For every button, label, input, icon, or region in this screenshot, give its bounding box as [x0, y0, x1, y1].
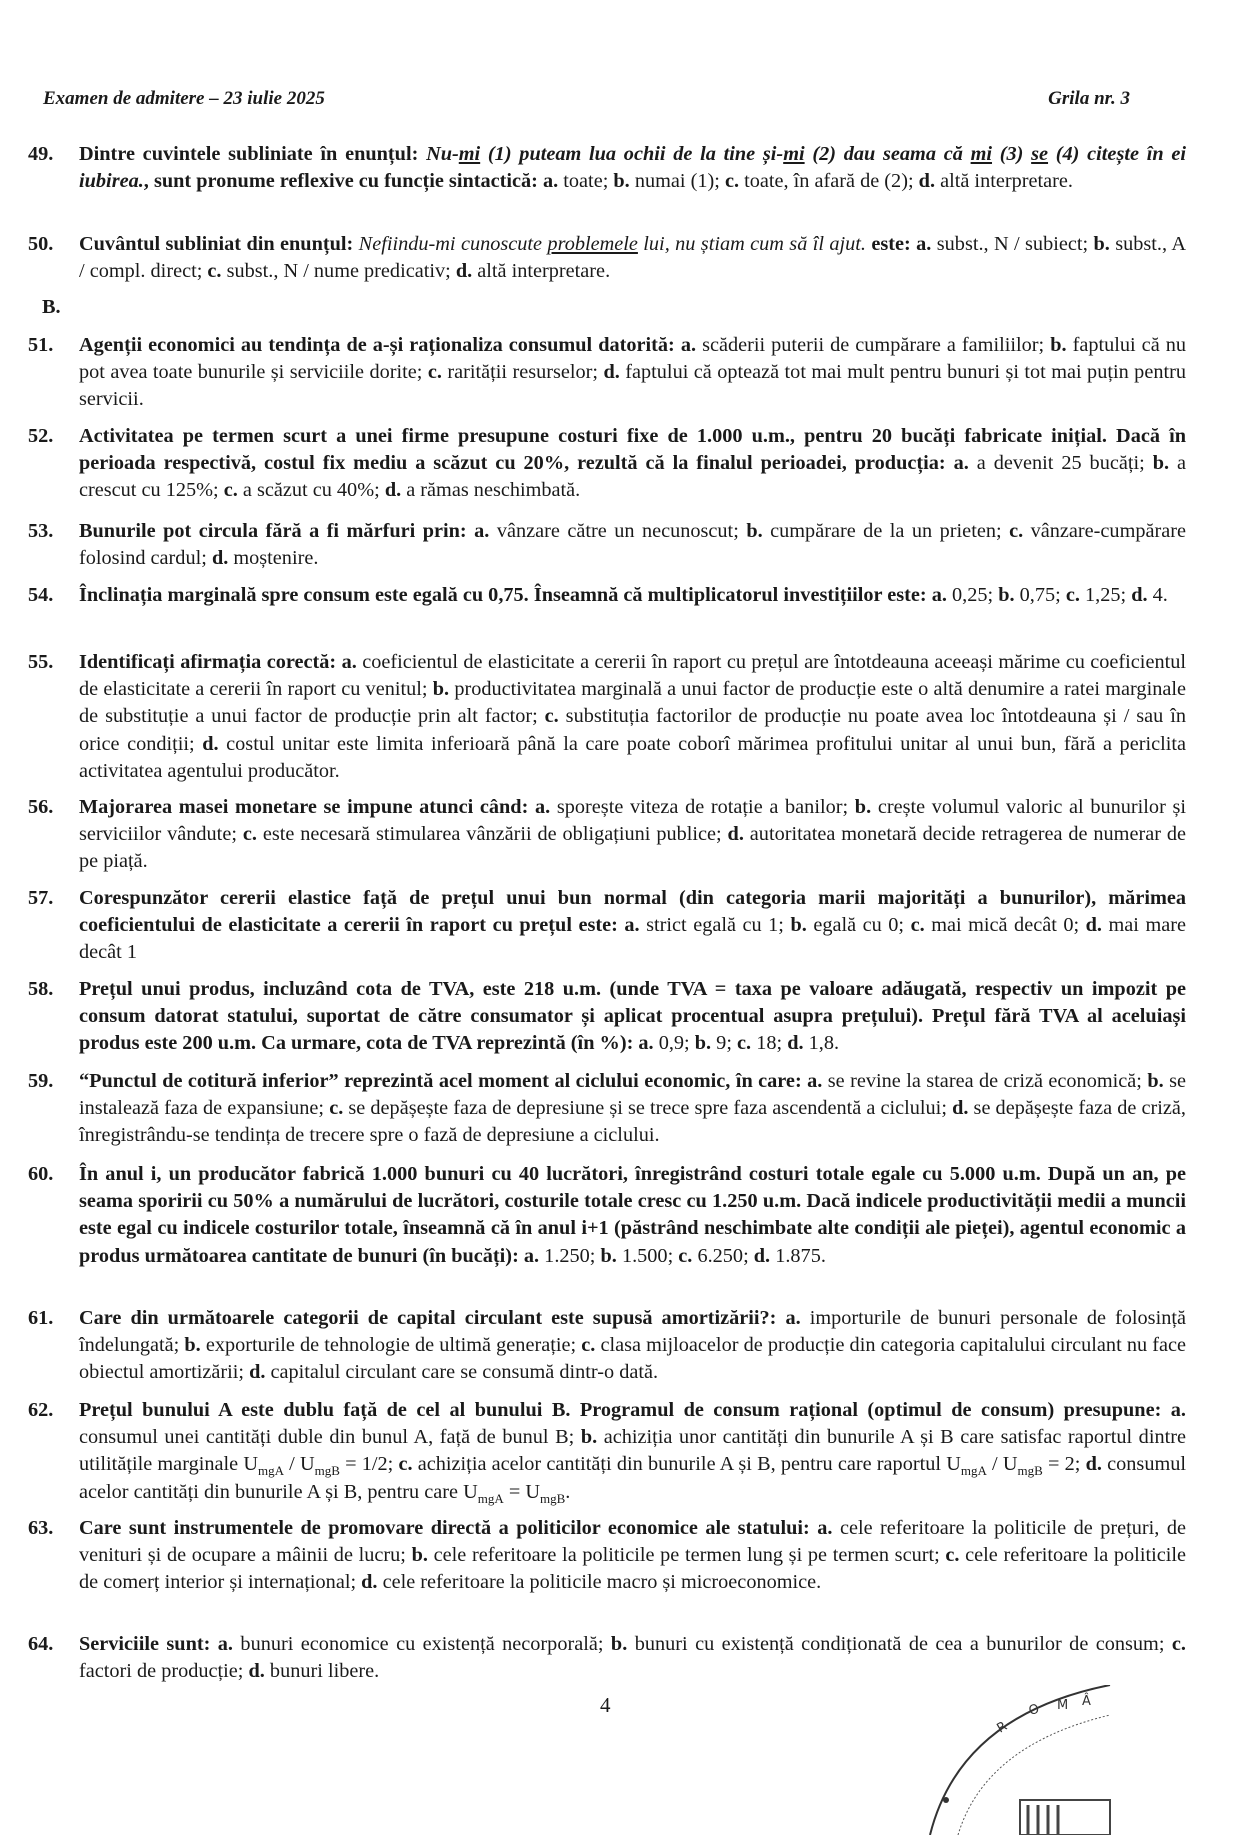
- header-grid-number: Grila nr. 3: [1048, 88, 1130, 109]
- text-segment: c.: [427, 361, 448, 384]
- text-segment: vânzare către un necunoscut;: [496, 520, 747, 542]
- question-58: [28, 976, 1186, 1058]
- question-number: 56.: [28, 796, 54, 818]
- svg-text:M: M: [1057, 1698, 1069, 1713]
- text-segment: Dintre cuvintele subliniate în enunțul:: [79, 143, 427, 165]
- text-segment: c.: [544, 705, 566, 728]
- text-segment: problemele: [547, 233, 638, 255]
- text-segment: c.: [1009, 520, 1031, 542]
- text-segment: b.: [790, 914, 814, 937]
- text-segment: mgB: [1017, 1463, 1043, 1479]
- text-segment: d.: [918, 170, 941, 193]
- text-segment: 0,25;: [952, 584, 999, 606]
- text-segment: c.: [737, 1032, 757, 1055]
- text-segment: d.: [248, 1660, 270, 1683]
- text-segment: cele referitoare la politicile de comerț interior și internațional;: [79, 1544, 1186, 1594]
- text-segment: d.: [361, 1571, 383, 1594]
- text-segment: faptului că nu pot avea toate bunurile și serviciile dorite;: [79, 334, 1186, 384]
- text-segment: Bunurile pot circula fără a fi mărfuri prin: a.: [79, 520, 497, 542]
- text-segment: c.: [329, 1097, 349, 1120]
- text-segment: d.: [1131, 584, 1153, 606]
- text-segment: Nefiindu-mi cunoscute: [358, 233, 548, 255]
- text-segment: Activitatea pe termen scurt a unei firme presupune costuri fixe de 1.000 u.m., pentru 20 bucăți fabricate inițial. Dacă în perioada respectivă, costul fix mediu a scăzut cu 20%, rezultă că la finalul perioadei, producția: a.: [79, 425, 1186, 475]
- text-segment: .: [565, 1480, 571, 1503]
- question-55: [28, 649, 1186, 785]
- text-segment: cele referitoare la politicile pe termen lung și pe termen scurt;: [433, 1544, 946, 1567]
- text-segment: c.: [1171, 1633, 1186, 1655]
- text-segment: 1.250;: [544, 1244, 601, 1267]
- text-segment: autoritatea monetară decide retragerea de numerar de pe piață.: [79, 823, 1187, 873]
- svg-text:Â: Â: [1082, 1694, 1091, 1709]
- question-63: [28, 1515, 1186, 1597]
- text-segment: b.: [1147, 1070, 1170, 1092]
- text-segment: b.: [184, 1334, 206, 1357]
- question-number: 64.: [28, 1633, 54, 1655]
- text-segment: se depășește faza de depresiune și se trece spre faza ascendentă a ciclului;: [348, 1097, 953, 1120]
- text-segment: Care din următoarele categorii de capital circulant este supusă amortizării?: a.: [79, 1307, 810, 1329]
- text-segment: a scăzut cu 40%;: [242, 479, 385, 502]
- text-segment: faptului că optează tot mai mult pentru bunuri și tot mai puțin pentru servicii.: [79, 361, 1186, 411]
- text-segment: consumul unei cantități duble din bunul A, față de bunul B;: [79, 1426, 581, 1449]
- question-59: [28, 1068, 1186, 1150]
- question-number: 62.: [28, 1399, 54, 1421]
- text-segment: coeficientul de elasticitate a cererii în raport cu prețul are întotdeauna aceeași mărime cu coeficientul de elasticitate a cererii în raport cu venitul;: [79, 651, 1186, 701]
- text-segment: (1) puteam lua ochii de la tine și-: [480, 143, 784, 165]
- text-segment: mi: [458, 143, 481, 165]
- text-segment: 18;: [756, 1032, 788, 1055]
- question-number: 57.: [28, 887, 54, 909]
- text-segment: Identificați afirmația corectă: a.: [79, 651, 363, 673]
- text-segment: mgA: [477, 1490, 504, 1506]
- question-54: [28, 582, 1186, 609]
- text-segment: b.: [998, 584, 1020, 606]
- text-segment: = 1/2;: [339, 1453, 399, 1476]
- question-number: 49.: [28, 143, 54, 165]
- question-49: [28, 141, 1186, 195]
- question-text: [79, 1068, 1186, 1150]
- text-segment: 6.250;: [697, 1244, 754, 1267]
- text-segment: Serviciile sunt: a.: [79, 1633, 241, 1655]
- text-segment: 0,9;: [658, 1032, 695, 1055]
- text-segment: moștenire.: [233, 547, 319, 570]
- text-segment: numai (1);: [634, 170, 725, 193]
- text-segment: bunuri libere.: [269, 1660, 380, 1683]
- text-segment: strict egală cu 1;: [646, 914, 791, 937]
- question-number: 51.: [28, 334, 54, 356]
- text-segment: Cuvântul subliniat din enunțul:: [79, 233, 359, 255]
- question-number: 58.: [28, 978, 54, 1000]
- text-segment: rarității resurselor;: [447, 361, 604, 384]
- question-text: [79, 794, 1186, 876]
- text-segment: altă interpretare.: [477, 260, 611, 283]
- text-segment: cele referitoare la politicile de prețuri, de venituri și de ocupare a mâinii de lucru;: [79, 1517, 1186, 1567]
- question-number: 53.: [28, 520, 54, 542]
- text-segment: / U: [283, 1453, 315, 1476]
- text-segment: se: [1031, 143, 1049, 165]
- question-text: [79, 231, 1186, 285]
- text-segment: c.: [207, 260, 227, 283]
- text-segment: c.: [581, 1334, 601, 1357]
- text-segment: d.: [1085, 914, 1109, 937]
- university-seal-stamp: [920, 1685, 1240, 1835]
- text-segment: d.: [455, 260, 478, 283]
- question-text: [79, 582, 1186, 609]
- text-segment: d.: [384, 479, 407, 502]
- text-segment: Nu-: [426, 143, 459, 165]
- text-segment: altă interpretare.: [940, 170, 1073, 193]
- question-number: 52.: [28, 425, 54, 447]
- text-segment: d.: [211, 547, 234, 570]
- text-segment: c.: [1065, 584, 1085, 606]
- text-segment: d.: [249, 1361, 271, 1384]
- text-segment: d.: [787, 1032, 809, 1055]
- text-segment: este: a.: [866, 233, 937, 255]
- svg-text:O: O: [1027, 1701, 1041, 1719]
- text-segment: b.: [854, 796, 878, 818]
- text-segment: Înclinația marginală spre consum este egală cu 0,75. Înseamnă că multiplicatorul investițiilor este: a.: [79, 584, 952, 606]
- section-label: B.: [42, 296, 61, 318]
- text-segment: consumul acelor cantități din bunurile A și B, pentru care U: [79, 1453, 1187, 1503]
- text-segment: este necesară stimularea vânzării de obligațiuni publice;: [262, 823, 728, 846]
- text-segment: vânzare-cumpărare folosind cardul;: [79, 520, 1186, 570]
- text-segment: mi: [970, 143, 993, 165]
- question-number: 61.: [28, 1307, 54, 1329]
- text-segment: Agenții economici au tendința de a-și raționaliza consumul datorită: a.: [79, 334, 703, 356]
- text-segment: a crescut cu 125%;: [79, 452, 1187, 502]
- question-62: [28, 1397, 1186, 1506]
- text-segment: = U: [503, 1480, 540, 1503]
- text-segment: achiziția unor cantități din bunurile A și B care satisfac raportul dintre utilitățile marginale U: [79, 1426, 1186, 1476]
- text-segment: se depășește faza de criză, înregistrându-se tendința de trecere spre o fază de depresiune a ciclului.: [79, 1097, 1186, 1147]
- text-segment: b.: [1152, 452, 1177, 475]
- question-text: [79, 885, 1186, 967]
- text-segment: a rămas neschimbată.: [406, 479, 581, 502]
- text-segment: bunuri economice cu existență necorporală;: [240, 1633, 611, 1655]
- text-segment: d.: [727, 823, 750, 846]
- text-segment: d.: [952, 1097, 974, 1120]
- text-segment: mai mică decât 0;: [931, 914, 1086, 937]
- text-segment: cele referitoare la politicile macro și microeconomice.: [382, 1571, 822, 1594]
- question-text: [79, 649, 1186, 785]
- text-segment: d.: [202, 732, 227, 755]
- question-text: [79, 1161, 1186, 1270]
- text-segment: subst., N / subiect;: [936, 233, 1094, 255]
- text-segment: 1.500;: [621, 1244, 679, 1267]
- text-segment: 0,75;: [1019, 584, 1066, 606]
- question-number: 54.: [28, 584, 54, 606]
- text-segment: mgA: [257, 1463, 284, 1479]
- text-segment: Corespunzător cererii elastice față de prețul unui bun normal (din categoria marii majorități a bunurilor), mărimea coeficientului de elasticitate a cererii în raport cu prețul este: a.: [79, 887, 1186, 937]
- question-text: [79, 1305, 1186, 1387]
- text-segment: exporturile de tehnologie de ultimă generație;: [205, 1334, 582, 1357]
- text-segment: = 2;: [1042, 1453, 1086, 1476]
- text-segment: d.: [753, 1244, 776, 1267]
- question-text: [79, 332, 1186, 414]
- text-segment: c.: [724, 170, 745, 193]
- text-segment: b.: [610, 1633, 635, 1655]
- text-segment: c.: [398, 1453, 418, 1476]
- question-53: [28, 518, 1186, 572]
- text-segment: costul unitar este limita inferioară până la care poate coborî mărimea profitului unitar al unui bun, fără a periclita activitatea agentului producător.: [79, 732, 1186, 782]
- question-text: [79, 1515, 1186, 1597]
- question-number: 50.: [28, 233, 54, 255]
- text-segment: 1,25;: [1084, 584, 1132, 606]
- question-51: [28, 332, 1186, 414]
- text-segment: 4.: [1152, 584, 1168, 606]
- question-61: [28, 1305, 1186, 1387]
- text-segment: egală cu 0;: [813, 914, 911, 937]
- question-number: 55.: [28, 651, 54, 673]
- question-text: [79, 1397, 1186, 1506]
- text-segment: c.: [910, 914, 932, 937]
- text-segment: mai mare decât 1: [79, 914, 1186, 964]
- text-segment: a devenit 25 bucăți;: [976, 452, 1153, 475]
- text-segment: (4) citește în ei iubirea.: [79, 143, 1186, 193]
- question-56: [28, 794, 1186, 876]
- question-text: [79, 518, 1186, 572]
- text-segment: 1,8.: [808, 1032, 840, 1055]
- text-segment: toate;: [563, 170, 614, 193]
- text-segment: c.: [678, 1244, 698, 1267]
- question-52: [28, 423, 1186, 505]
- text-segment: Prețul unui produs, incluzând cota de TVA, este 218 u.m. (unde TVA = taxa pe valoare adăugată, respectiv un impozit pe consum datorat statului, suportat de către consumator și aplicat procentual asupra prețului). Prețul fără TVA al aceluiași produs este 200 u.m. Ca urmare, cota de TVA reprezintă (în %): a.: [79, 978, 1186, 1055]
- text-segment: lui, nu știam cum să îl ajut.: [637, 233, 866, 255]
- question-text: [79, 1631, 1186, 1685]
- question-64: [28, 1631, 1186, 1685]
- question-number: 63.: [28, 1517, 54, 1539]
- question-number: 59.: [28, 1070, 54, 1092]
- question-57: [28, 885, 1186, 967]
- text-segment: d.: [603, 361, 626, 384]
- text-segment: se instalează faza de expansiune;: [79, 1070, 1187, 1120]
- header-title: Examen de admitere – 23 iulie 2025: [43, 88, 325, 109]
- text-segment: cumpărare de la un prieten;: [770, 520, 1010, 542]
- text-segment: b.: [600, 1244, 622, 1267]
- question-number: 60.: [28, 1163, 54, 1185]
- text-segment: “Punctul de cotitură inferior” reprezintă acel moment al ciclului economic, în care: a.: [79, 1070, 828, 1092]
- text-segment: scăderii puterii de cumpărare a familiilor;: [702, 334, 1051, 356]
- question-text: [79, 141, 1186, 195]
- text-segment: mi: [783, 143, 805, 165]
- text-segment: b.: [1050, 334, 1073, 356]
- text-segment: subst., N / nume predicativ;: [226, 260, 456, 283]
- text-segment: achiziția acelor cantități din bunurile A și B, pentru care raportul U: [417, 1453, 961, 1476]
- text-segment: mgB: [539, 1490, 566, 1506]
- text-segment: Majorarea masei monetare se impune atunci când: a.: [79, 796, 557, 818]
- text-segment: b.: [746, 520, 771, 542]
- text-segment: b.: [613, 170, 635, 193]
- text-segment: Prețul bunului A este dublu față de cel al bunului B. Programul de consum rațional (optimul de consum) presupune: a.: [79, 1399, 1186, 1421]
- text-segment: b.: [411, 1544, 434, 1567]
- text-segment: c.: [223, 479, 243, 502]
- text-segment: substituția factorilor de producție nu poate avea loc întotdeauna și / sau în orice condiții;: [79, 705, 1186, 755]
- text-segment: toate, în afară de (2);: [744, 170, 919, 193]
- question-text: [79, 423, 1186, 505]
- text-segment: capitalul circulant care se consumă dintr-o dată.: [270, 1361, 659, 1384]
- text-segment: productivitatea marginală a unui factor de producție este o altă denumire a ratei marginale de substituție a unui factor de producție prin alt factor;: [79, 678, 1186, 728]
- svg-text:R: R: [994, 1718, 1010, 1737]
- text-segment: d.: [1085, 1453, 1108, 1476]
- text-segment: b.: [1093, 233, 1116, 255]
- text-segment: mgA: [960, 1463, 987, 1479]
- text-segment: Care sunt instrumentele de promovare directă a politicilor economice ale statului: a.: [79, 1517, 840, 1539]
- text-segment: În anul i, un producător fabrică 1.000 bunuri cu 40 lucrători, înregistrând costuri totale egale cu 5.000 u.m. După un an, pe seama sporirii cu 50% a numărului de lucrători, costurile totale cresc cu 1.250 u.m. Dacă indicele productivității medii a muncii este egal cu indicele costurilor totale, înseamnă că în anul i+1 (păstrând neschimbate alte condiții ale pieței), agentul economic a produs următoarea cantitate de bunuri (în bucăți): a.: [79, 1163, 1186, 1267]
- text-segment: bunuri cu existență condiționată de cea a bunurilor de consum;: [634, 1633, 1172, 1655]
- text-segment: 9;: [716, 1032, 738, 1055]
- question-60: [28, 1161, 1186, 1270]
- text-segment: c.: [242, 823, 263, 846]
- text-segment: , sunt pronume reflexive cu funcție sintactică: a.: [143, 170, 564, 193]
- text-segment: mgB: [314, 1463, 340, 1479]
- text-segment: factori de producție;: [79, 1660, 249, 1683]
- text-segment: (3): [992, 143, 1032, 165]
- text-segment: se revine la starea de criză economică;: [827, 1070, 1148, 1092]
- text-segment: clasa mijloacelor de producție din categoria capitalului circulant nu face obiectul amortizării;: [79, 1334, 1186, 1384]
- text-segment: c.: [945, 1544, 966, 1567]
- text-segment: b.: [694, 1032, 717, 1055]
- text-segment: subst., A / compl. direct;: [79, 233, 1186, 283]
- question-50: [28, 231, 1186, 285]
- text-segment: / U: [986, 1453, 1018, 1476]
- text-segment: importurile de bunuri personale de folosință îndelungată;: [79, 1307, 1186, 1357]
- page-number: 4: [600, 1693, 611, 1717]
- text-segment: 1.875.: [775, 1244, 826, 1267]
- text-segment: b.: [432, 678, 455, 701]
- question-text: [79, 976, 1186, 1058]
- text-segment: sporește viteza de rotație a banilor;: [556, 796, 855, 818]
- text-segment: (2) dau seama că: [804, 143, 971, 165]
- text-segment: b.: [580, 1426, 604, 1449]
- text-segment: crește volumul valoric al bunurilor și serviciilor vândute;: [79, 796, 1187, 846]
